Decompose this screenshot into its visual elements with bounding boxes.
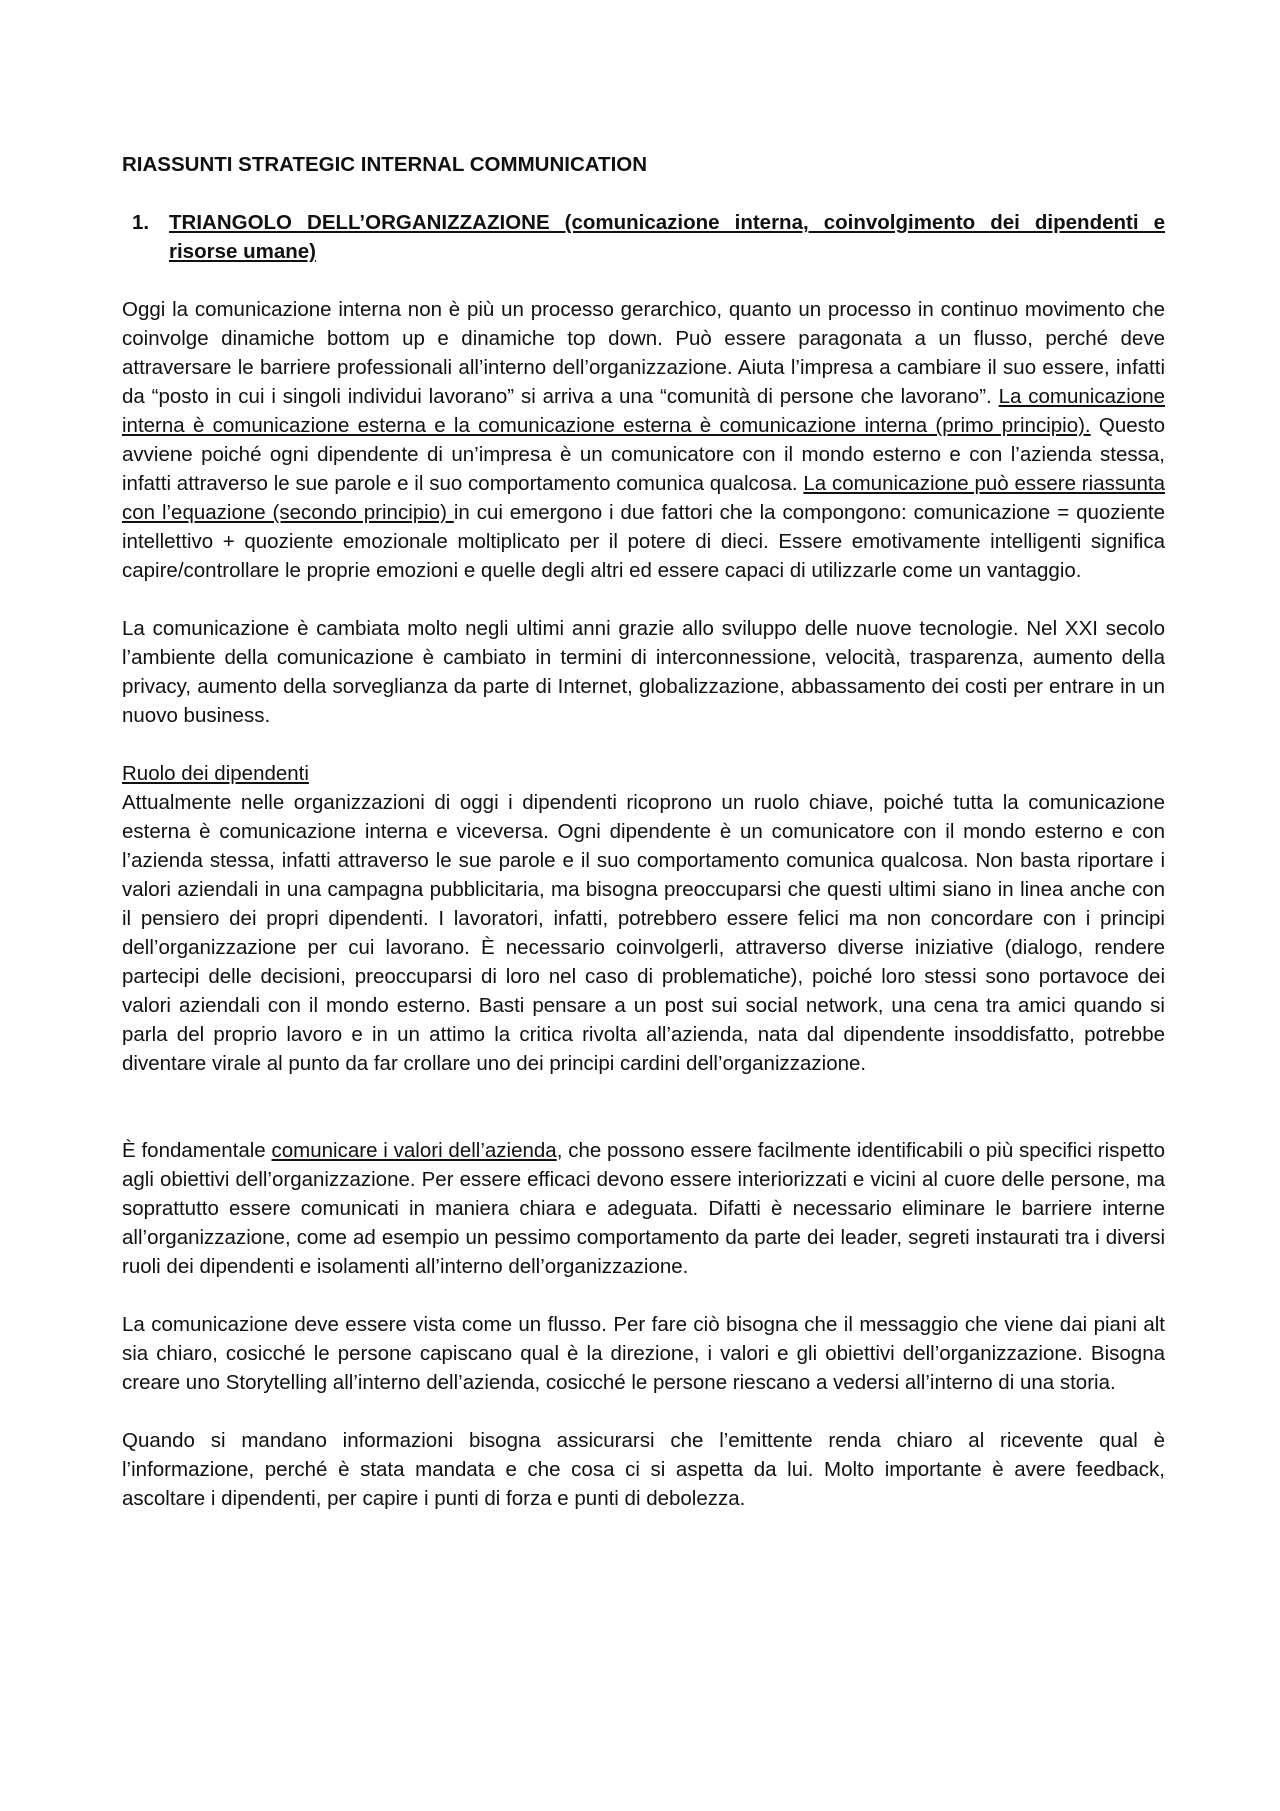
document-title: RIASSUNTI STRATEGIC INTERNAL COMMUNICATION — [122, 153, 648, 176]
paragraph-flusso: La comunicazione deve essere vista come un flusso. Per fare ciò bisogna che il messaggio che viene dai piani alt sia chiaro, cosicché le persone capiscano qual è la direzione, i valori e gli obiettivi dell’organizzazione. Bisogna creare uno Storytelling all’interno dell’azienda, cosicché le persone riescano a vedersi all’interno di una storia. — [122, 1313, 1165, 1394]
document-page — [122, 150, 1165, 1542]
second-principle-text: La comunicazione può essere riassunta con l’equazione (secondo principio) — [122, 472, 1165, 524]
paragraph-intro-text-c: Questo avviene poiché ogni dipendente di un’impresa è un comunicatore con il mondo esterno e con l’azienda stessa, infatti attraverso le sue parole e il suo comportamento comunica qualcosa. — [122, 414, 1165, 495]
paragraph-intro-text-e: in cui emergono i due fattori che la compongono: comunicazione = quoziente intellettivo + quoziente emozionale moltiplicato per il potere di dieci. Essere emotivamente intelligenti significa capire/controllare le proprie emozioni e quelle degli altri ed essere capaci di utilizzarle come un vantaggio. — [122, 501, 1165, 582]
paragraph-informazioni: Quando si mandano informazioni bisogna assicurarsi che l’emittente renda chiaro al ricevente qual è l’informazione, perché è stata mandata e che cosa ci si aspetta da lui. Molto importante è avere feedback, ascoltare i dipendenti, per capire i punti di forza e punti di debolezza. — [122, 1429, 1165, 1510]
paragraph-valori-text-a: È fondamentale — [122, 1139, 272, 1162]
subheading-ruolo-dipendenti: Ruolo dei dipendenti — [122, 762, 309, 785]
spacer — [122, 1107, 1165, 1136]
section-number: 1. — [132, 211, 150, 234]
valori-azienda-text: comunicare i valori dell’azienda — [271, 1139, 557, 1162]
paragraph-valori-text-c: , che possono essere facilmente identificabili o più specifici rispetto agli obiettivi dell’organizzazione. Per essere efficaci devono essere interiorizzati e vicini al cuore delle persone, ma soprattutto essere comunicati in maniera chiara e adeguata. Difatti è necessario eliminare le barriere interne all’organizzazione, come ad esempio un pessimo comportamento da parte dei leader, segreti instaurati tra i diversi ruoli dei dipendenti e isolamenti all’interno dell’organizzazione. — [122, 1139, 1165, 1278]
first-principle-text: La comunicazione interna è comunicazione esterna e la comunicazione esterna è comunicazione interna (primo principio). — [122, 385, 1165, 437]
section-heading — [122, 208, 1165, 266]
paragraph-valori — [122, 1136, 1165, 1281]
paragraph-intro — [122, 295, 1165, 585]
paragraph-intro-text-a: Oggi la comunicazione interna non è più un processo gerarchico, quanto un processo in continuo movimento che coinvolge dinamiche bottom up e dinamiche top down. Può essere paragonata a un flusso, perché deve attraversare le barriere professionali all’interno dell’organizzazione. Aiuta l’impresa a cambiare il suo essere, infatti da “posto in cui i singoli individui lavorano” si arriva a una “comunità di persone che lavorano”. — [122, 298, 1165, 408]
paragraph-technology: La comunicazione è cambiata molto negli ultimi anni grazie allo sviluppo delle nuove tecnologie. Nel XXI secolo l’ambiente della comunicazione è cambiato in termini di interconnessione, velocità, trasparenza, aumento della privacy, aumento della sorveglianza da parte di Internet, globalizzazione, abbassamento dei costi per entrare in un nuovo business. — [122, 617, 1165, 727]
section-heading-text: TRIANGOLO DELL’ORGANIZZAZIONE (comunicazione interna, coinvolgimento dei dipendenti e risorse umane) — [169, 211, 1165, 263]
paragraph-ruolo-dipendenti: Attualmente nelle organizzazioni di oggi i dipendenti ricoprono un ruolo chiave, poiché tutta la comunicazione esterna è comunicazione interna e viceversa. Ogni dipendente è un comunicatore con il mondo esterno e con l’azienda stessa, infatti attraverso le sue parole e il suo comportamento comunica qualcosa. Non basta riportare i valori aziendali in una campagna pubblicitaria, ma bisogna preoccuparsi che questi ultimi siano in linea anche con il pensiero dei propri dipendenti. I lavoratori, infatti, potrebbero essere felici ma non concordare con i principi dell’organizzazione per cui lavorano. È necessario coinvolgerli, attraverso diverse iniziative (dialogo, rendere partecipi delle decisioni, preoccuparsi di loro nel caso di problematiche), poiché loro stessi sono portavoce dei valori aziendali con il mondo esterno. Basti pensare a un post sui social network, una cena tra amici quando si parla del proprio lavoro e in un attimo la critica rivolta all’azienda, nata dal dipendente insoddisfatto, potrebbe diventare virale al punto da far crollare uno dei principi cardini dell’organizzazione. — [122, 791, 1165, 1075]
